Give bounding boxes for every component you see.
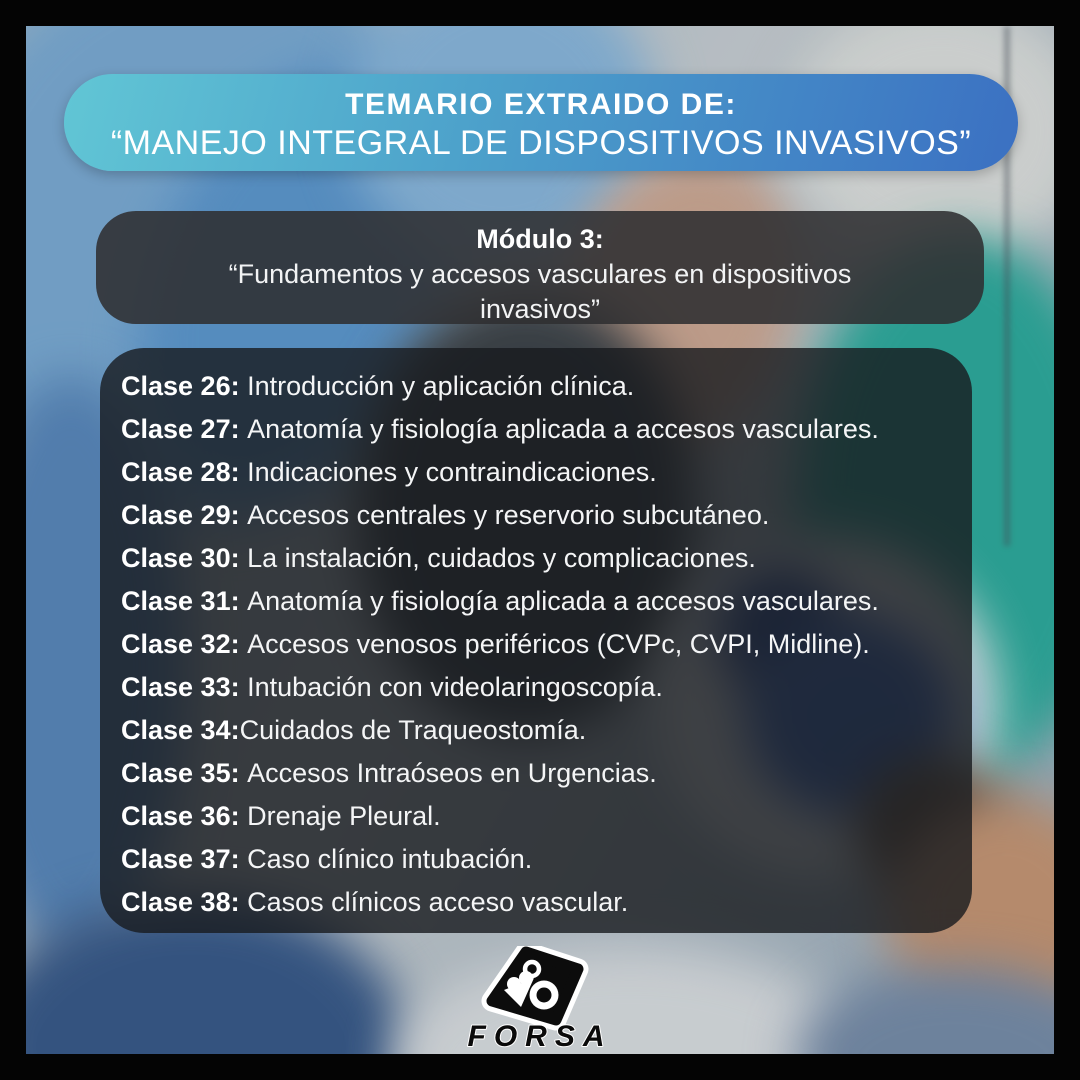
class-title: Anatomía y fisiología aplicada a accesos vasculares. bbox=[247, 414, 879, 444]
class-list-item bbox=[121, 881, 960, 924]
module-subtitle: “Fundamentos y accesos vasculares en dispositivos invasivos” bbox=[228, 259, 852, 324]
header-title: TEMARIO EXTRAIDO DE: bbox=[345, 88, 737, 121]
class-list-item bbox=[121, 451, 960, 494]
class-title: Introducción y aplicación clínica. bbox=[247, 371, 635, 401]
header-subtitle: “MANEJO INTEGRAL DE DISPOSITIVOS INVASIVOS” bbox=[110, 124, 972, 162]
class-list-item bbox=[121, 408, 960, 451]
class-list-panel bbox=[100, 348, 972, 933]
class-list-item bbox=[121, 580, 960, 623]
class-label: Clase 38: bbox=[121, 887, 248, 917]
header-banner bbox=[64, 74, 1018, 171]
class-title: Cuidados de Traqueostomía. bbox=[239, 715, 587, 745]
logo-heart-lobe-right bbox=[519, 971, 533, 985]
class-label: Clase 37: bbox=[121, 844, 248, 874]
logo-wordmark: FORSA bbox=[467, 1020, 613, 1053]
class-title: Caso clínico intubación. bbox=[247, 844, 533, 874]
class-list-item bbox=[121, 365, 960, 408]
class-label: Clase 29: bbox=[121, 500, 248, 530]
class-title: Drenaje Pleural. bbox=[247, 801, 441, 831]
module-pill bbox=[96, 211, 984, 324]
logo-heart-lobe-left bbox=[507, 977, 521, 991]
class-list-item bbox=[121, 752, 960, 795]
forsa-logo-graphic bbox=[440, 946, 640, 1056]
module-title: Módulo 3: bbox=[476, 224, 604, 254]
class-label: Clase 28: bbox=[121, 457, 248, 487]
class-title: Intubación con videolaringoscopía. bbox=[247, 672, 663, 702]
class-list-item bbox=[121, 666, 960, 709]
class-label: Clase 35: bbox=[121, 758, 248, 788]
class-title: Casos clínicos acceso vascular. bbox=[247, 887, 629, 917]
class-label: Clase 30: bbox=[121, 543, 248, 573]
class-title: Accesos venosos periféricos (CVPc, CVPI, Midline). bbox=[247, 629, 870, 659]
class-list-item bbox=[121, 795, 960, 838]
class-label: Clase 36: bbox=[121, 801, 248, 831]
class-label: Clase 34: bbox=[121, 715, 240, 745]
class-title: Accesos Intraóseos en Urgencias. bbox=[247, 758, 657, 788]
class-list-item bbox=[121, 838, 960, 881]
class-label: Clase 32: bbox=[121, 629, 248, 659]
forsa-logo bbox=[440, 946, 640, 1056]
class-title: Indicaciones y contraindicaciones. bbox=[247, 457, 657, 487]
logo-figure-body-dot bbox=[537, 988, 552, 1003]
class-label: Clase 27: bbox=[121, 414, 248, 444]
class-list-item bbox=[121, 623, 960, 666]
class-list-item bbox=[121, 494, 960, 537]
class-title: Accesos centrales y reservorio subcutáneo. bbox=[247, 500, 770, 530]
class-label: Clase 26: bbox=[121, 371, 248, 401]
class-title: Anatomía y fisiología aplicada a accesos vasculares. bbox=[247, 586, 879, 616]
class-list-item bbox=[121, 537, 960, 580]
class-label: Clase 31: bbox=[121, 586, 248, 616]
class-title: La instalación, cuidados y complicaciones. bbox=[247, 543, 756, 573]
class-label: Clase 33: bbox=[121, 672, 248, 702]
class-list-item bbox=[121, 709, 960, 752]
